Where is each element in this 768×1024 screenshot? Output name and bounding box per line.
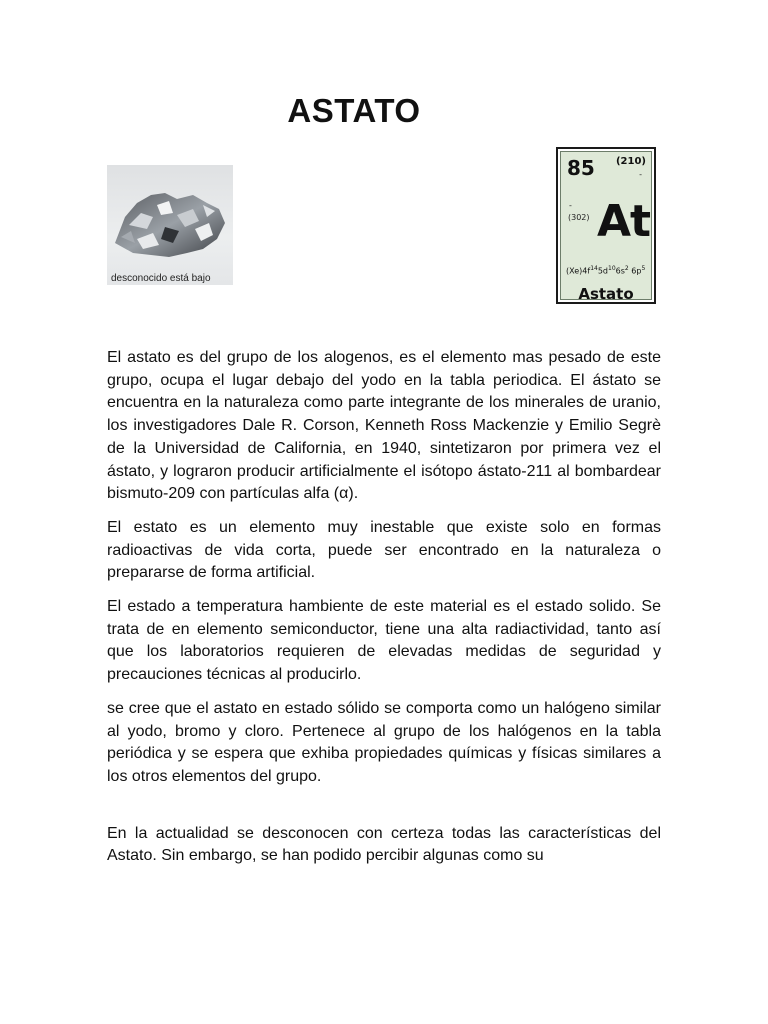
atomic-number: 85 [567,156,595,180]
config-5d: 5d [597,266,609,276]
config-5d-superscript: 10 [608,265,616,272]
config-4f-superscript: 14 [590,265,598,272]
image-caption: desconocido está bajo [111,273,211,284]
astatine-mineral-image [107,165,233,285]
paragraph: El estato es un elemento muy inestable que existe solo en formas radioactivas de vida corta, puede ser encontrado en la naturaleza o prepararse de forma artificial. [107,518,661,582]
melting-point: (302) [568,213,590,222]
melting-dash: - [569,201,572,210]
electron-configuration [566,265,645,276]
config-6s-superscript: 2 [624,265,629,272]
metallic-rock-illustration [107,165,233,285]
periodic-table-tile [556,147,656,304]
paragraph: En la actualidad se desconocen con certeza todas las características del Astato. Sin embargo, se han podido percibir algunas como su [107,824,661,865]
config-6p: 6p [628,266,642,276]
config-prefix: (Xe)4f [566,266,591,276]
config-6p-superscript: 5 [641,265,646,272]
config-6s: 6s [615,266,625,276]
element-symbol: At [597,196,651,247]
paragraph: El astato es del grupo de los alogenos, es el elemento mas pesado de este grupo, ocupa el lugar debajo del yodo en la tabla periodica. El ástato se encuentra en la naturaleza como parte integrante de los minerales de uranio, los investigadores Dale R. Corson, Kenneth Ross Mackenzie y Emilio Segrè de la Universidad de California, en 1940, sintetizaron por primera vez el ástato, y lograron producir artificialmente el isótopo ástato-211 al bombardear bismuto-209 con partículas alfa (α). [107,349,661,503]
document-body [107,347,661,879]
paragraph: se cree que el astato en estado sólido se comporta como un halógeno similar al yodo, bromo y cloro. Pertenece al grupo de los halógenos en la tabla periódica y se espera que exhiba propiedades químicas y físicas similares a los otros elementos del grupo. [107,699,661,785]
paragraph: El estado a temperatura hambiente de este material es el estado solido. Se trata de en elemento semiconductor, tiene una alta radiactividad, tanto así que los laboratorios requieren de elevadas medidas de seguridad y precauciones técnicas al producirlo. [107,598,661,684]
mass-dash: - [639,170,642,179]
atomic-mass: (210) [615,156,646,167]
element-name: Astato [578,285,634,303]
document-title: ASTATO [287,92,421,129]
